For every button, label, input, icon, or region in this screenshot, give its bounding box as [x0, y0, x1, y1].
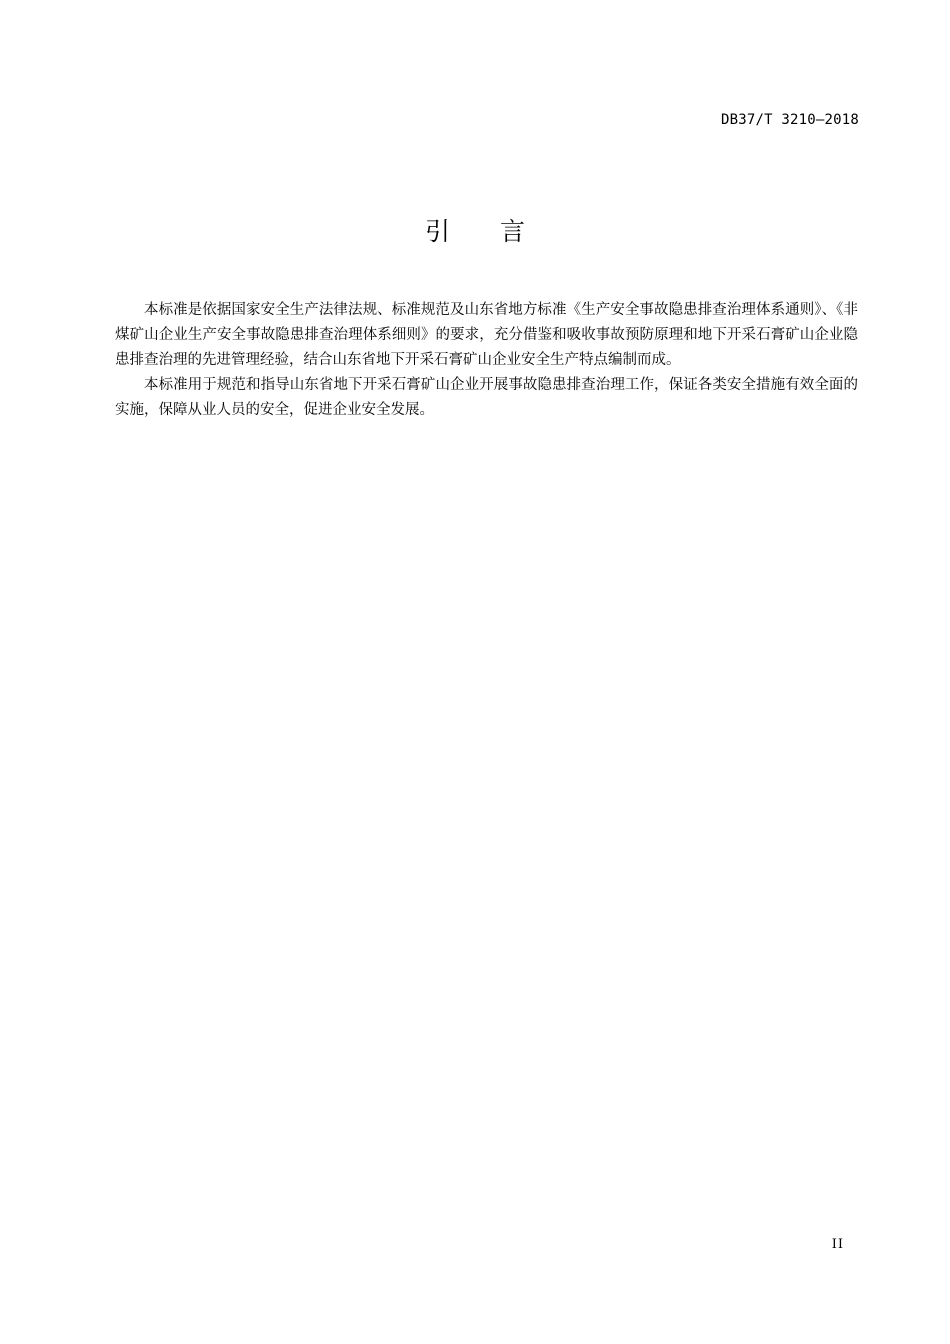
introduction-body [115, 298, 858, 423]
title-char-2: 言 [500, 217, 526, 246]
title-char-1: 引 [424, 217, 450, 246]
page-title [0, 212, 950, 248]
page-number: II [831, 1237, 844, 1252]
paragraph-2: 本标准用于规范和指导山东省地下开采石膏矿山企业开展事故隐患排查治理工作，保证各类安全措施有效全面的实施，保障从业人员的安全，促进企业安全发展。 [115, 377, 858, 418]
paragraph-1: 本标准是依据国家安全生产法律法规、标准规范及山东省地方标准《生产安全事故隐患排查治理体系通则》、《非煤矿山企业生产安全事故隐患排查治理体系细则》的要求，充分借鉴和吸收事故预防原理和地下开采石膏矿山企业隐患排查治理的先进管理经验，结合山东省地下开采石膏矿山企业安全生产特点编制而成。 [115, 302, 858, 368]
standard-code: DB37/T 3210—2018 [720, 112, 859, 128]
